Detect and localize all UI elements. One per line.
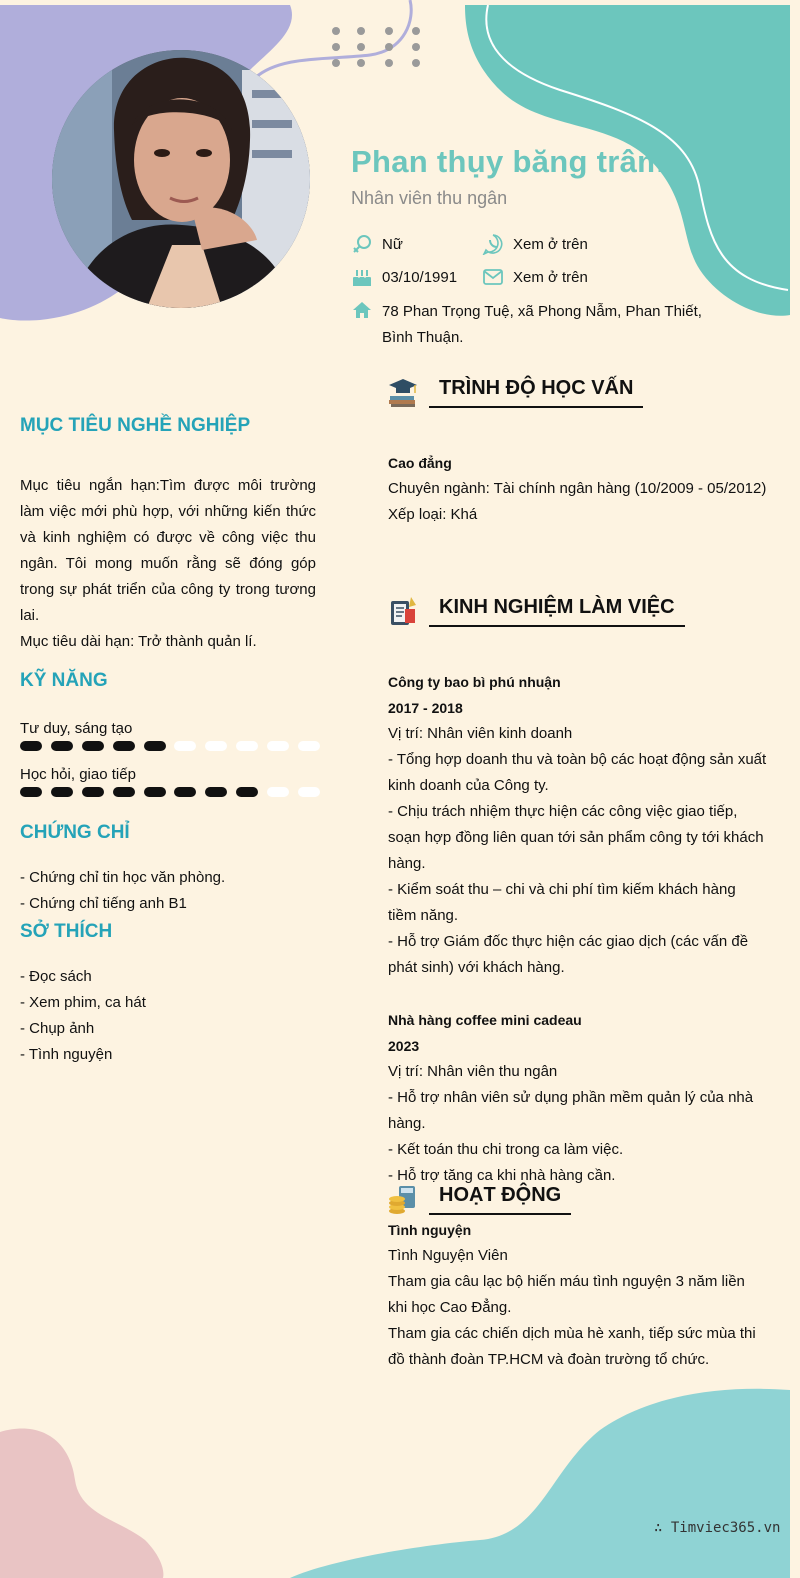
hobby-item: - Tình nguyện xyxy=(20,1046,113,1063)
objective-short-term: Mục tiêu ngắn hạn:Tìm được môi trường làm việc mới phù hợp, với những kiến thức và kinh nghiệm có được về công việc thu ngân. Tôi mong muốn rằng sẽ đóng góp trong sự phát triển của công ty trong tương lai. xyxy=(20,477,316,624)
activities-body xyxy=(388,1217,768,1373)
activity-line: Tham gia các chiến dịch mùa hè xanh, tiếp sức mùa thi đồ thành đoàn TP.HCM và đoàn trường tổ chức. xyxy=(388,1325,756,1368)
education-body xyxy=(388,450,768,528)
birthday-icon xyxy=(351,266,373,288)
job-position: Vị trí: Nhân viên kinh doanh xyxy=(388,725,573,742)
education-title: TRÌNH ĐỘ HỌC VẤN xyxy=(429,377,643,408)
skill-dash xyxy=(82,787,104,797)
skill-dash xyxy=(51,741,73,751)
bottom-teal-blob xyxy=(290,1389,790,1578)
activities-title: HOẠT ĐỘNG xyxy=(429,1184,571,1215)
skill-bar-2 xyxy=(20,787,320,799)
candidate-name: Phan thụy băng trâm xyxy=(351,144,666,179)
skill-bar-1 xyxy=(20,741,320,753)
gender-icon xyxy=(351,233,373,255)
activity-name: Tình nguyện xyxy=(388,1222,472,1238)
skill-dash xyxy=(205,787,227,797)
job-period: 2023 xyxy=(388,1038,420,1054)
skill-dash xyxy=(144,741,166,751)
activities-header xyxy=(387,1183,571,1215)
phone-value: Xem ở trên xyxy=(513,235,588,253)
skill-name-1: Tư duy, sáng tạo xyxy=(20,720,133,737)
job-task: - Chịu trách nhiệm thực hiện các công việc giao tiếp, soạn hợp đồng liên quan tới sản phẩm công ty tới khách hàng. xyxy=(388,803,764,872)
skill-dash xyxy=(174,741,196,751)
clipboard-icon xyxy=(387,595,419,627)
birthday-row xyxy=(351,266,457,288)
hobby-item: - Đọc sách xyxy=(20,968,92,985)
home-row xyxy=(351,299,382,321)
pink-blob xyxy=(0,1429,163,1578)
skill-dash xyxy=(267,741,289,751)
job-company: Công ty bao bì phú nhuận xyxy=(388,674,561,690)
activity-line: Tham gia câu lạc bộ hiến máu tình nguyện 3 năm liền khi học Cao Đẳng. xyxy=(388,1273,745,1316)
experience-header xyxy=(387,595,685,627)
job-task: - Kết toán thu chi trong ca làm việc. xyxy=(388,1141,624,1158)
site-logo: ∴ Timviec365.vn xyxy=(654,1520,781,1536)
hobbies-list xyxy=(20,964,320,1068)
skill-dash xyxy=(236,787,258,797)
skill-dash xyxy=(298,741,320,751)
job-task: - Hỗ trợ tăng ca khi nhà hàng cần. xyxy=(388,1167,616,1184)
job-task: - Hỗ trợ Giám đốc thực hiện các giao dịch (các vấn đề phát sinh) với khách hàng. xyxy=(388,933,749,976)
certificate-item: - Chứng chỉ tin học văn phòng. xyxy=(20,869,226,886)
email-row xyxy=(482,266,588,288)
certificate-item: - Chứng chỉ tiếng anh B1 xyxy=(20,895,187,912)
skill-dash xyxy=(174,787,196,797)
education-grade: Xếp loại: Khá xyxy=(388,506,478,523)
experience-body xyxy=(388,669,768,1189)
job-position: Vị trí: Nhân viên thu ngân xyxy=(388,1063,558,1080)
skill-name-2: Học hỏi, giao tiếp xyxy=(20,766,136,783)
skill-dash xyxy=(236,741,258,751)
graduation-cap-icon xyxy=(387,376,419,408)
phone-icon xyxy=(482,233,504,255)
email-icon xyxy=(482,266,504,288)
skill-dash xyxy=(144,787,166,797)
skill-dash xyxy=(113,787,135,797)
skill-dash xyxy=(298,787,320,797)
skill-dash xyxy=(20,787,42,797)
education-major: Chuyên ngành: Tài chính ngân hàng (10/2009 - 05/2012) xyxy=(388,480,767,497)
skill-dash xyxy=(267,787,289,797)
hobby-item: - Chụp ảnh xyxy=(20,1020,95,1037)
education-header xyxy=(387,376,643,408)
experience-title: KINH NGHIỆM LÀM VIỆC xyxy=(429,596,685,627)
avatar-image xyxy=(52,50,310,308)
skill-dash xyxy=(113,741,135,751)
skills-heading: KỸ NĂNG xyxy=(20,670,108,691)
job-title: Nhân viên thu ngân xyxy=(351,188,508,208)
skill-dash xyxy=(20,741,42,751)
job-company: Nhà hàng coffee mini cadeau xyxy=(388,1012,582,1028)
home-icon xyxy=(351,299,373,321)
job-task: - Kiểm soát thu – chi và chi phí tìm kiếm khách hàng tiềm năng. xyxy=(388,881,736,924)
job-task: - Tổng hợp doanh thu và toàn bộ các hoạt động sản xuất kinh doanh của Công ty. xyxy=(388,751,767,794)
education-school: Cao đẳng xyxy=(388,455,452,471)
address-value: 78 Phan Trọng Tuệ, xã Phong Nẫm, Phan Thiết, Bình Thuận. xyxy=(382,303,702,346)
skill-dash xyxy=(82,741,104,751)
certificates-heading: CHỨNG CHỈ xyxy=(20,822,130,843)
skill-dash xyxy=(51,787,73,797)
activity-role: Tình Nguyện Viên xyxy=(388,1247,508,1264)
phone-row xyxy=(482,233,588,255)
objective-heading: MỤC TIÊU NGHỀ NGHIỆP xyxy=(20,415,251,436)
gender-value: Nữ xyxy=(382,235,403,253)
avatar-photo xyxy=(52,50,310,308)
objective-long-term: Mục tiêu dài hạn: Trở thành quản lí. xyxy=(20,633,257,650)
job-period: 2017 - 2018 xyxy=(388,700,463,716)
hobby-item: - Xem phim, ca hát xyxy=(20,994,146,1011)
spacer xyxy=(388,981,768,1007)
birthday-value: 03/10/1991 xyxy=(382,268,458,286)
email-value: Xem ở trên xyxy=(513,268,588,286)
gender-row xyxy=(351,233,403,255)
coins-calculator-icon xyxy=(387,1183,419,1215)
certificates-list xyxy=(20,865,320,917)
skill-dash xyxy=(205,741,227,751)
job-task: - Hỗ trợ nhân viên sử dụng phần mềm quản lý của nhà hàng. xyxy=(388,1089,754,1132)
hobbies-heading: SỞ THÍCH xyxy=(20,921,113,942)
objective-text xyxy=(20,473,316,655)
